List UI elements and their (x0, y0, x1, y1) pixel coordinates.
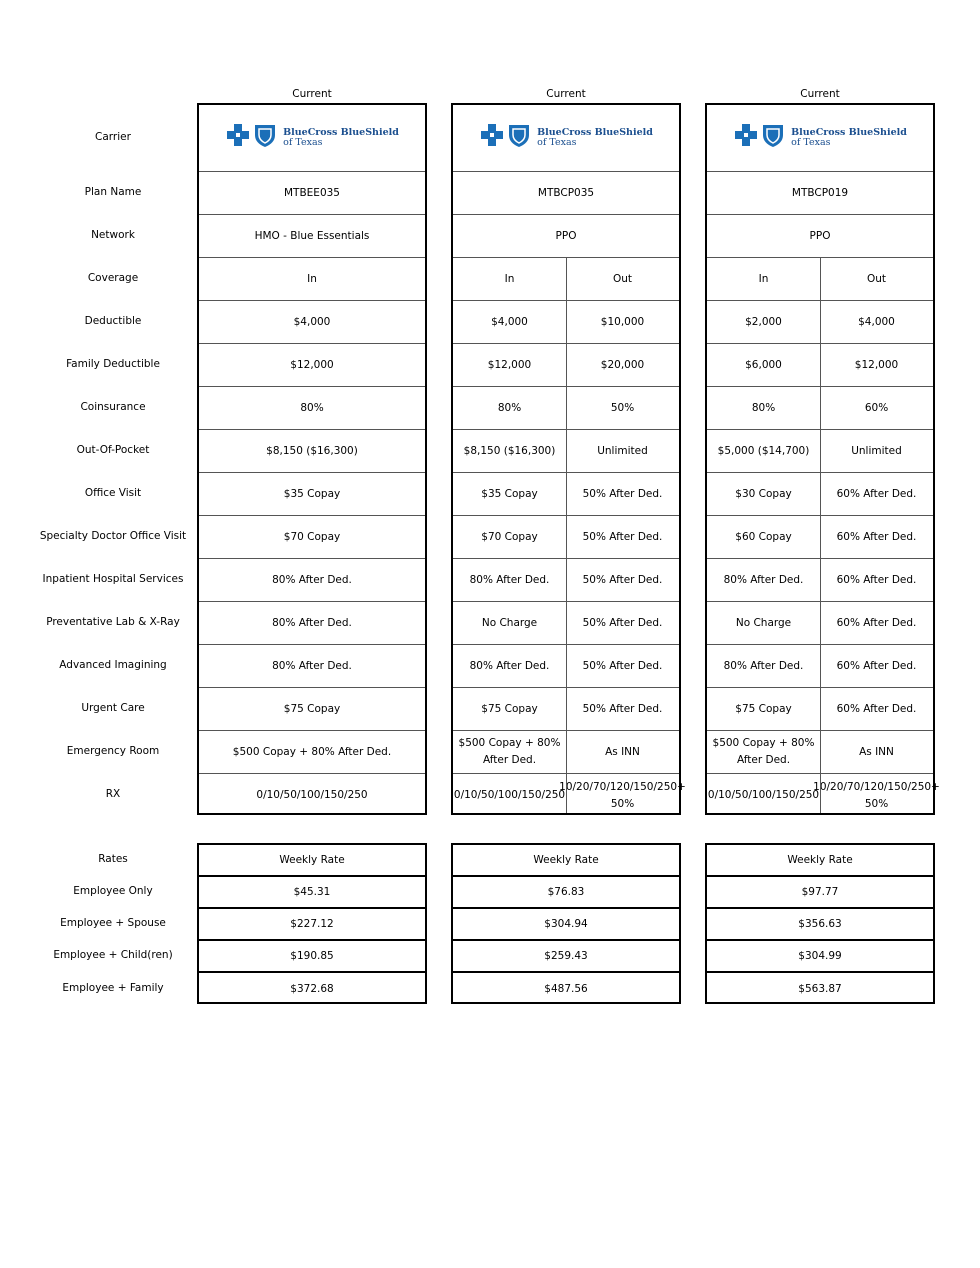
in-out-divider (566, 258, 567, 813)
weekly-rate-header: Weekly Rate (453, 845, 679, 877)
plan-name-cell: MTBCP035 (453, 172, 679, 215)
coinsurance-in-cell: 80% (707, 387, 820, 430)
advanced-imaging-out-cell: 50% After Ded. (566, 645, 679, 688)
coverage-in-cell: In (453, 258, 566, 301)
urgent-care-out-cell: 50% After Ded. (566, 688, 679, 731)
plan-1-rates-table (197, 843, 427, 1004)
office-visit-in-cell: $35 Copay (453, 473, 566, 516)
rate-label-employee-child-ren-: Employee + Child(ren) (53, 949, 173, 961)
inpatient-cell: 80% After Ded. (199, 559, 425, 602)
row-label-out-of-pocket: Out-Of-Pocket (76, 443, 150, 456)
emergency-room-cell: $500 Copay + 80% After Ded. (199, 731, 425, 774)
coverage-cell: In (199, 258, 425, 301)
plan-name-cell: MTBCP019 (707, 172, 933, 215)
family-deductible-in-cell: $6,000 (707, 344, 820, 387)
bluecross-blueshield-icon (733, 122, 787, 154)
rate-value-cell: $372.68 (290, 983, 334, 995)
bluecross-blueshield-icon (225, 122, 279, 154)
row-label-preventative-lab-x-ray: Preventative Lab & X-Ray (46, 615, 180, 628)
carrier-name (791, 128, 907, 148)
row-label-specialty-doctor-office-visit: Specialty Doctor Office Visit (39, 529, 187, 542)
emergency-room-out-cell: As INN (566, 731, 679, 774)
coinsurance-in-cell: 80% (453, 387, 566, 430)
rate-label-employee-family: Employee + Family (62, 981, 164, 994)
specialty-visit-in-cell: $60 Copay (707, 516, 820, 559)
network-cell: PPO (453, 215, 679, 258)
urgent-care-in-cell: $75 Copay (453, 688, 566, 731)
advanced-imaging-cell: 80% After Ded. (199, 645, 425, 688)
rate-value-cell: $563.87 (798, 983, 842, 995)
coverage-out-cell: Out (566, 258, 679, 301)
deductible-cell: $4,000 (199, 301, 425, 344)
inpatient-out-cell: 60% After Ded. (820, 559, 933, 602)
deductible-in-cell: $2,000 (707, 301, 820, 344)
rx-cell: 0/10/50/100/150/250 (256, 789, 368, 801)
carrier-name-line2: of Texas (283, 137, 323, 148)
preventative-in-cell: No Charge (707, 602, 820, 645)
rx-out-cell: 10/20/70/120/150/250+ 50% (813, 780, 940, 810)
coinsurance-out-cell: 60% (820, 387, 933, 430)
row-label-urgent-care: Urgent Care (81, 701, 145, 714)
emergency-room-in-cell: $500 Copay + 80% After Ded. (707, 731, 820, 774)
plan-header-current: Current (800, 88, 840, 100)
plan-2-benefits-table (451, 103, 686, 815)
out-of-pocket-in-cell: $8,150 ($16,300) (453, 430, 566, 473)
coinsurance-out-cell: 50% (566, 387, 679, 430)
rate-value-cell: $45.31 (199, 877, 425, 909)
carrier-name-line2: of Texas (537, 137, 577, 148)
rx-in-cell: 0/10/50/100/150/250 (707, 789, 820, 801)
office-visit-in-cell: $30 Copay (707, 473, 820, 516)
rate-value-cell: $227.12 (199, 909, 425, 941)
row-label-coverage: Coverage (87, 271, 139, 284)
plan-2-rates-table (451, 843, 681, 1004)
network-cell: HMO - Blue Essentials (199, 215, 425, 258)
plan-3-rates-table (705, 843, 935, 1004)
coverage-out-cell: Out (820, 258, 933, 301)
row-label-family-deductible: Family Deductible (66, 357, 160, 370)
family-deductible-cell: $12,000 (199, 344, 425, 387)
preventative-out-cell: 50% After Ded. (566, 602, 679, 645)
inpatient-in-cell: 80% After Ded. (707, 559, 820, 602)
office-visit-out-cell: 60% After Ded. (820, 473, 933, 516)
rate-value-cell: $97.77 (707, 877, 933, 909)
row-label-office-visit: Office Visit (84, 486, 142, 499)
urgent-care-in-cell: $75 Copay (707, 688, 820, 731)
coinsurance-cell: 80% (199, 387, 425, 430)
row-label-network: Network (91, 228, 135, 241)
carrier-name-line2: of Texas (791, 137, 831, 148)
preventative-in-cell: No Charge (453, 602, 566, 645)
weekly-rate-header: Weekly Rate (707, 845, 933, 877)
office-visit-out-cell: 50% After Ded. (566, 473, 679, 516)
rate-label-employee-only: Employee Only (73, 885, 153, 897)
rate-value-cell: $76.83 (453, 877, 679, 909)
row-label-carrier: Carrier (95, 130, 131, 143)
network-cell: PPO (707, 215, 933, 258)
deductible-in-cell: $4,000 (453, 301, 566, 344)
plan-1-benefits-table (197, 103, 427, 815)
deductible-out-cell: $10,000 (566, 301, 679, 344)
row-label-emergency-room: Emergency Room (66, 744, 160, 757)
row-label-rx: RX (105, 787, 121, 800)
family-deductible-out-cell: $20,000 (566, 344, 679, 387)
specialty-visit-cell: $70 Copay (199, 516, 425, 559)
carrier-logo (707, 105, 933, 172)
rate-value-cell: $190.85 (199, 941, 425, 973)
rate-value-cell: $304.99 (707, 941, 933, 973)
inpatient-in-cell: 80% After Ded. (453, 559, 566, 602)
carrier-logo (453, 105, 679, 172)
family-deductible-out-cell: $12,000 (820, 344, 933, 387)
urgent-care-out-cell: 60% After Ded. (820, 688, 933, 731)
rate-value-cell: $356.63 (707, 909, 933, 941)
rate-value-cell: $487.56 (544, 983, 588, 995)
specialty-visit-out-cell: 60% After Ded. (820, 516, 933, 559)
coverage-in-cell: In (707, 258, 820, 301)
rate-value-cell: $304.94 (453, 909, 679, 941)
emergency-room-out-cell: As INN (820, 731, 933, 774)
urgent-care-cell: $75 Copay (199, 688, 425, 731)
plan-name-cell: MTBEE035 (199, 172, 425, 215)
specialty-visit-in-cell: $70 Copay (453, 516, 566, 559)
out-of-pocket-cell: $8,150 ($16,300) (199, 430, 425, 473)
rate-value-cell: $259.43 (453, 941, 679, 973)
carrier-name-line1: BlueCross BlueShield (791, 127, 907, 138)
plan-header-current: Current (546, 88, 586, 100)
advanced-imaging-out-cell: 60% After Ded. (820, 645, 933, 688)
preventative-out-cell: 60% After Ded. (820, 602, 933, 645)
carrier-name (283, 128, 399, 148)
emergency-room-in-cell: $500 Copay + 80% After Ded. (453, 731, 566, 774)
advanced-imaging-in-cell: 80% After Ded. (707, 645, 820, 688)
out-of-pocket-out-cell: Unlimited (820, 430, 933, 473)
row-label-coinsurance: Coinsurance (80, 400, 146, 413)
out-of-pocket-out-cell: Unlimited (566, 430, 679, 473)
specialty-visit-out-cell: 50% After Ded. (566, 516, 679, 559)
row-label-plan-name: Plan Name (84, 185, 142, 198)
out-of-pocket-in-cell: $5,000 ($14,700) (707, 430, 820, 473)
rate-label-rates: Rates (98, 853, 128, 865)
carrier-name-line1: BlueCross BlueShield (537, 127, 653, 138)
carrier-name (537, 128, 653, 148)
carrier-logo (199, 105, 425, 172)
in-out-divider (820, 258, 821, 813)
row-label-advanced-imagining: Advanced Imagining (59, 658, 167, 671)
plan-header-current: Current (292, 88, 332, 100)
deductible-out-cell: $4,000 (820, 301, 933, 344)
bluecross-blueshield-icon (479, 122, 533, 154)
rx-in-cell: 0/10/50/100/150/250 (453, 789, 566, 801)
rate-label-employee-spouse: Employee + Spouse (60, 917, 166, 929)
row-label-inpatient-hospital-services: Inpatient Hospital Services (42, 572, 184, 585)
weekly-rate-header: Weekly Rate (199, 845, 425, 877)
family-deductible-in-cell: $12,000 (453, 344, 566, 387)
rx-out-cell: 10/20/70/120/150/250+ 50% (559, 780, 686, 810)
office-visit-cell: $35 Copay (199, 473, 425, 516)
advanced-imaging-in-cell: 80% After Ded. (453, 645, 566, 688)
plan-3-benefits-table (705, 103, 940, 815)
inpatient-out-cell: 50% After Ded. (566, 559, 679, 602)
row-label-deductible: Deductible (84, 314, 142, 327)
preventative-cell: 80% After Ded. (199, 602, 425, 645)
carrier-name-line1: BlueCross BlueShield (283, 127, 399, 138)
